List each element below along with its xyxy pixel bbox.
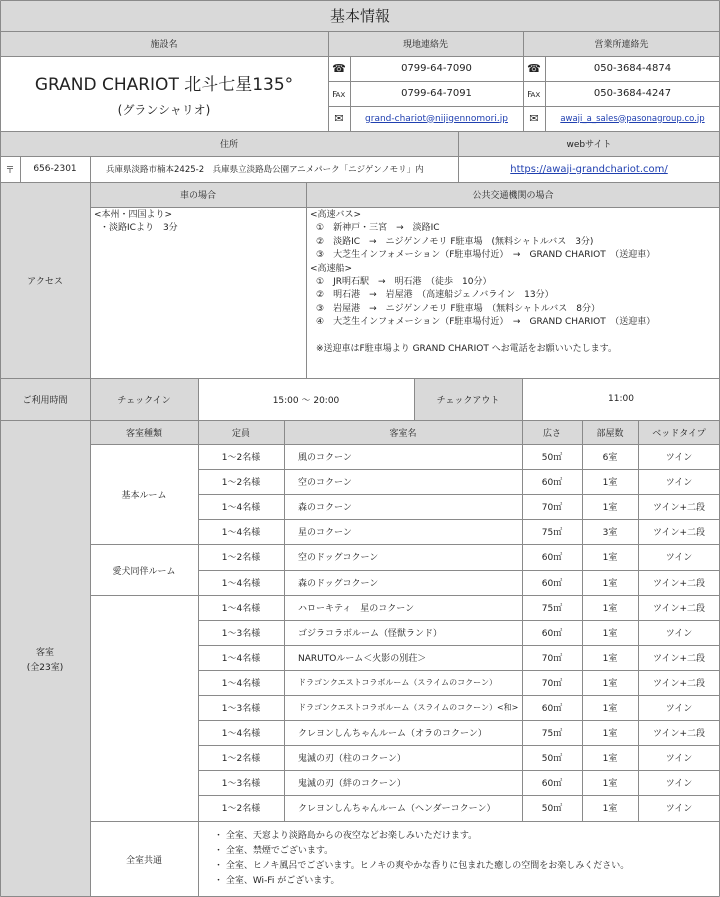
phone-icon: ☎	[527, 62, 541, 75]
room-bed-type: ツイン	[665, 478, 693, 489]
room-name: クレヨンしんちゃんルーム（オラのコクーン）	[298, 729, 487, 740]
room-bed-type: ツイン+二段	[652, 578, 706, 589]
room-count: 1室	[602, 678, 618, 689]
room-name: 森のドッグコクーン	[298, 578, 379, 589]
room-capacity: 1～4名様	[221, 578, 261, 589]
car-line: ・淡路ICより 3分	[100, 223, 178, 234]
room-capacity: 1～2名様	[221, 804, 261, 815]
room-size: 50㎡	[541, 754, 563, 765]
room-name: ドラゴンクエストコラボルーム（スライムのコクーン）<和>	[298, 703, 519, 713]
office-email-cell	[545, 106, 720, 131]
room-capacity: 1～4名様	[221, 653, 261, 664]
common-notes	[198, 821, 720, 897]
room-capacity: 1～3名様	[221, 779, 261, 790]
room-size: 60㎡	[541, 628, 563, 639]
room-size: 60㎡	[541, 578, 563, 589]
room-name: 風のコクーン	[298, 453, 352, 464]
room-count: 1室	[602, 704, 618, 715]
site-contact-header: 現地連絡先	[328, 31, 523, 56]
car-line: <本州・四国より>	[94, 210, 173, 220]
postal-code: 656-2301	[33, 164, 77, 174]
public-line: <高速バス>	[310, 210, 362, 220]
room-bed-type: ツイン+二段	[652, 603, 706, 614]
page-title: 基本情報	[0, 0, 720, 31]
car-access	[90, 207, 306, 378]
room-capacity: 1～2名様	[221, 478, 261, 489]
postal-mark: 〒	[5, 165, 15, 176]
common-note: ・ 全室、Wi-Fi がございます。	[214, 876, 340, 886]
common-note: ・ 全室、天窓より淡路島からの夜空などお楽しみいただけます。	[214, 831, 478, 841]
room-size: 75㎡	[541, 528, 563, 539]
office-contact-header: 営業所連絡先	[523, 31, 720, 56]
col-bed-type: ベッドタイプ	[638, 420, 720, 444]
facility-kana: (グランシャリオ)	[117, 102, 211, 117]
checkin-time: 15:00 ～ 20:00	[272, 395, 340, 406]
room-count: 1室	[602, 754, 618, 765]
room-name: 鬼滅の刃（絆のコクーン）	[298, 779, 406, 790]
col-room-type: 客室種類	[90, 420, 198, 444]
room-capacity: 1～4名様	[221, 603, 261, 614]
public-access	[306, 207, 720, 378]
public-line	[310, 330, 720, 343]
room-size: 50㎡	[541, 453, 563, 464]
room-size: 60㎡	[541, 779, 563, 790]
rooms-label-cell	[0, 420, 90, 897]
room-name: ハローキティ 星のコクーン	[298, 603, 415, 614]
room-size: 70㎡	[541, 653, 563, 664]
room-capacity: 1～3名様	[221, 628, 261, 639]
room-name: 鬼滅の刃（柱のコクーン）	[298, 754, 406, 765]
common-label: 全室共通	[125, 855, 162, 866]
room-count: 1室	[602, 553, 618, 564]
public-line: ② 明石港 → 岩屋港 （高速船ジェノバライン 13分）	[316, 290, 554, 301]
room-bed-type: ツイン+二段	[652, 729, 706, 740]
room-size: 60㎡	[541, 704, 563, 715]
room-bed-type: ツイン+二段	[652, 678, 706, 689]
room-count: 1室	[602, 779, 618, 790]
col-room-count: 部屋数	[582, 420, 638, 444]
room-count: 1室	[602, 503, 618, 514]
room-capacity: 1～4名様	[221, 678, 261, 689]
facility-name-cell	[0, 56, 328, 131]
room-capacity: 1～4名様	[221, 503, 261, 514]
room-size: 50㎡	[541, 804, 563, 815]
room-bed-type: ツイン	[665, 628, 693, 639]
room-name: ドラゴンクエストコラボルーム（スライムのコクーン）	[298, 677, 497, 687]
common-note: ・ 全室、ヒノキ風呂でございます。ヒノキの爽やかな香りに包まれた癒しの空間をお楽しみください。	[214, 861, 630, 871]
room-size: 60㎡	[541, 478, 563, 489]
facility-header: 施設名	[0, 31, 328, 56]
facility-name: GRAND CHARIOT 北斗七星135°	[34, 74, 294, 95]
col-capacity: 定員	[198, 420, 284, 444]
checkin-label: チェックイン	[90, 378, 198, 420]
address-text: 兵庫県淡路市楠本2425-2 兵庫県立淡路島公園アニメパーク「ニジゲンノモリ」内	[106, 165, 424, 175]
group-collab	[90, 596, 198, 821]
rooms-label: 客室	[35, 647, 54, 658]
room-bed-type: ツイン	[665, 453, 693, 464]
col-room-name: 客室名	[284, 420, 522, 444]
room-count: 1室	[602, 653, 618, 664]
site-email-cell	[350, 106, 523, 131]
site-phone: 0799-64-7090	[401, 63, 472, 74]
room-name: 森のコクーン	[298, 503, 352, 514]
room-name: クレヨンしんちゃんルーム（ヘンダーコクーン）	[298, 804, 496, 815]
address-header: 住所	[0, 131, 458, 156]
room-count: 6室	[602, 453, 618, 464]
rooms-count: (全23室)	[26, 662, 64, 673]
phone-icon: ☎	[332, 62, 346, 75]
room-bed-type: ツイン	[665, 754, 693, 765]
room-name: NARUTOルーム＜火影の別荘＞	[298, 653, 427, 664]
room-count: 3室	[602, 528, 618, 539]
public-line: ③ 大芝生インフォメーション（F駐車場付近） → GRAND CHARIOT （送迎車）	[316, 250, 656, 261]
mail-icon: ✉	[529, 112, 539, 125]
room-size: 75㎡	[541, 603, 563, 614]
room-size: 70㎡	[541, 503, 563, 514]
office-fax: 050-3684-4247	[593, 88, 672, 99]
group-basic: 基本ルーム	[121, 491, 167, 501]
room-bed-type: ツイン	[665, 704, 693, 715]
hours-label: ご利用時間	[0, 378, 90, 420]
room-name: 空のドッグコクーン	[298, 553, 379, 564]
checkout-label: チェックアウト	[414, 378, 522, 420]
public-header: 公共交通機関の場合	[306, 182, 720, 207]
room-count: 1室	[602, 628, 618, 639]
room-bed-type: ツイン	[665, 804, 693, 815]
public-line: ① 新神戸・三宮 → 淡路IC	[316, 223, 440, 234]
room-capacity: 1～3名様	[221, 704, 261, 715]
public-line: ③ 岩屋港 → ニジゲンノモリ F駐車場 （無料シャトルバス 8分）	[316, 303, 600, 314]
public-line: ※送迎車はF駐車場より GRAND CHARIOT へお電話をお願いいたします。	[316, 343, 617, 354]
fax-icon: ℻	[527, 87, 541, 100]
room-size: 75㎡	[541, 729, 563, 740]
room-bed-type: ツイン+二段	[652, 653, 706, 664]
public-line: ① JR明石駅 → 明石港 （徒歩 10分）	[316, 276, 492, 287]
room-size: 60㎡	[541, 553, 563, 564]
room-name: ゴジラコラボルーム（怪獣ランド）	[298, 628, 443, 639]
room-bed-type: ツイン	[665, 553, 693, 564]
common-note: ・ 全室、禁煙でございます。	[214, 846, 334, 856]
site-email-link[interactable]: grand-chariot@nijigennomori.jp	[365, 113, 508, 124]
room-count: 1室	[602, 578, 618, 589]
room-capacity: 1～2名様	[221, 553, 261, 564]
checkout-time: 11:00	[608, 394, 634, 404]
site-fax: 0799-64-7091	[401, 88, 472, 99]
website-cell	[458, 156, 720, 182]
room-bed-type: ツイン	[665, 779, 693, 790]
room-count: 1室	[602, 804, 618, 815]
room-count: 1室	[602, 478, 618, 489]
room-bed-type: ツイン+二段	[652, 503, 706, 514]
room-size: 70㎡	[541, 678, 563, 689]
fax-icon: ℻	[332, 87, 346, 100]
room-count: 1室	[602, 729, 618, 740]
website-header: webサイト	[458, 131, 720, 156]
room-capacity: 1～4名様	[221, 729, 261, 740]
room-capacity: 1～4名様	[221, 528, 261, 539]
room-name: 星のコクーン	[298, 528, 352, 539]
access-label: アクセス	[0, 182, 90, 378]
car-header: 車の場合	[90, 182, 306, 207]
room-bed-type: ツイン+二段	[652, 528, 706, 539]
public-line: ② 淡路IC → ニジゲンノモリ F駐車場 (無料シャトルバス 3分)	[316, 236, 594, 247]
website-link[interactable]: https://awaji-grandchariot.com/	[510, 163, 668, 175]
office-email-link[interactable]: awaji_a_sales@pasonagroup.co.jp	[560, 113, 705, 124]
room-name: 空のコクーン	[298, 478, 352, 489]
room-capacity: 1～2名様	[221, 453, 261, 464]
room-capacity: 1～2名様	[221, 754, 261, 765]
public-line: <高速船>	[310, 263, 353, 274]
office-phone: 050-3684-4874	[593, 63, 672, 74]
group-dog: 愛犬同伴ルーム	[112, 567, 176, 577]
col-size: 広さ	[522, 420, 582, 444]
room-count: 1室	[602, 603, 618, 614]
mail-icon: ✉	[334, 112, 344, 125]
public-line: ④ 大芝生インフォメーション（F駐車場付近） → GRAND CHARIOT （送迎車）	[316, 317, 656, 328]
